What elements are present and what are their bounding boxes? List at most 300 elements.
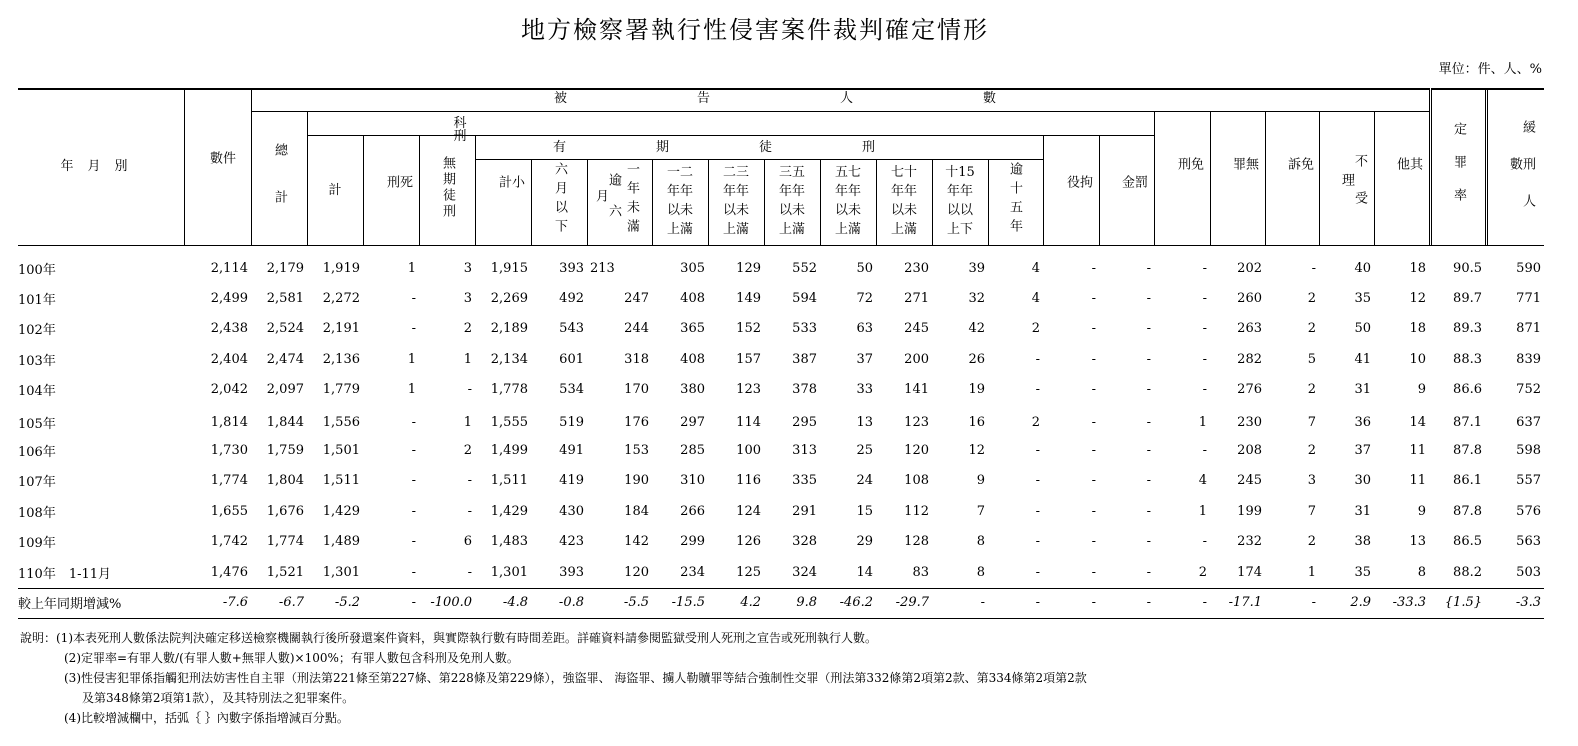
table-cell: -4.8 [502, 594, 528, 610]
table-cell: 1,774 [210, 473, 248, 489]
table-cell: 310 [680, 473, 705, 489]
table-cell: 594 [792, 291, 817, 307]
table-cell: 9 [976, 473, 985, 489]
table-cell: - [411, 443, 416, 459]
table-cell [587, 314, 617, 344]
table-cell: 90.5 [1453, 260, 1482, 276]
table-cell: 576 [1516, 503, 1541, 519]
header-band-10: 逾十五年 [1007, 162, 1022, 238]
table-cell: 129 [736, 260, 761, 276]
table-cell: 12 [968, 443, 985, 459]
table-cell: 72 [856, 291, 873, 307]
table-cell: 114 [736, 414, 761, 430]
table-cell: - [1202, 291, 1207, 307]
table-cell: - [467, 473, 472, 489]
table-cell: 18 [1409, 260, 1426, 276]
header-band-7: 五七 年年 以未 上滿 [834, 165, 861, 237]
table-cell [587, 283, 617, 313]
table-cell: 533 [792, 321, 817, 337]
table-cell: 244 [624, 321, 649, 337]
header-fixed-subtotal: 小計 [496, 174, 524, 234]
table-cell: 1,429 [490, 503, 528, 519]
table-cell: -5.2 [334, 594, 360, 610]
table-row [18, 375, 1544, 405]
table-cell: - [1146, 260, 1151, 276]
table-cell: 35 [1354, 564, 1371, 580]
table-cell: - [1091, 382, 1096, 398]
table-cell [587, 375, 617, 405]
table-cell: 170 [624, 382, 649, 398]
table-cell: - [1146, 443, 1151, 459]
table-cell: 13 [856, 414, 873, 430]
table-cell: - [1035, 564, 1040, 580]
table-cell: 1 [1198, 503, 1207, 519]
table-cell: - [1202, 260, 1207, 276]
table-cell: 245 [904, 321, 929, 337]
table-cell: 1,844 [266, 414, 304, 430]
table-row [18, 557, 1544, 587]
table-cell: - [411, 534, 416, 550]
header-conviction-rate: 定罪率 [1451, 122, 1466, 221]
table-cell: 423 [559, 534, 584, 550]
table-cell: 125 [736, 564, 761, 580]
table-cell: 1 [407, 351, 416, 367]
header-total: 總計 [272, 143, 287, 237]
table-cell: 282 [1237, 351, 1262, 367]
table-cell: 141 [904, 382, 929, 398]
table-cell: - [1091, 443, 1096, 459]
table-cell: - [1091, 321, 1096, 337]
table-cell: 1,521 [266, 564, 304, 580]
table-cell: 378 [792, 382, 817, 398]
table-cell: 534 [559, 382, 584, 398]
row-label: 108年 [18, 505, 56, 521]
table-cell: 1,301 [322, 564, 360, 580]
table-cell: - [1091, 473, 1096, 489]
table-cell: 37 [1354, 443, 1371, 459]
table-cell: - [411, 503, 416, 519]
table-row [18, 466, 1544, 496]
table-cell: - [1202, 351, 1207, 367]
table-cell: 2 [1307, 382, 1316, 398]
header-not-guilty: 無罪 [1230, 156, 1258, 226]
table-row [18, 405, 1544, 435]
table-cell: 503 [1516, 564, 1541, 580]
table-cell: 491 [559, 443, 584, 459]
table-cell: 2,042 [210, 382, 248, 398]
table-cell: 1,915 [490, 260, 528, 276]
table-cell: 1,511 [490, 473, 528, 489]
table-cell: -29.7 [895, 594, 929, 610]
table-cell: 2 [463, 443, 472, 459]
table-cell: 2,524 [266, 321, 304, 337]
table-cell: - [1146, 382, 1151, 398]
table-cell: 100 [736, 443, 761, 459]
table-cell: 871 [1516, 321, 1541, 337]
table-cell: -46.2 [839, 594, 873, 610]
table-cell: 2,134 [490, 351, 528, 367]
table-cell: 7 [1307, 503, 1316, 519]
notes [20, 628, 1087, 728]
table-cell: 7 [1307, 414, 1316, 430]
table-cell: 297 [680, 414, 705, 430]
table-cell: 1,483 [490, 534, 528, 550]
table-cell: 2,272 [322, 291, 360, 307]
header-detention: 拘役 [1064, 174, 1092, 228]
table-cell: - [1035, 594, 1040, 610]
table-cell: 245 [1237, 473, 1262, 489]
row-label: 較上年同期增減% [18, 596, 122, 612]
table-cell: 11 [1409, 473, 1426, 489]
table-cell: 2,269 [490, 291, 528, 307]
table-cell: -0.8 [558, 594, 584, 610]
table-cell: 380 [680, 382, 705, 398]
table-cell: 590 [1516, 260, 1541, 276]
header-band-4: 一二 年年 以未 上滿 [666, 165, 693, 237]
row-label: 102年 [18, 323, 56, 339]
table-cell: 31 [1354, 382, 1371, 398]
header-probation: 緩刑人數 [1507, 119, 1535, 231]
table-cell: 598 [1516, 443, 1541, 459]
table-cell: 1,476 [210, 564, 248, 580]
table-cell: - [1091, 594, 1096, 610]
table-cell [587, 527, 617, 557]
table-cell: 387 [792, 351, 817, 367]
table-cell: - [1146, 351, 1151, 367]
table-row [18, 435, 1544, 465]
table-cell: - [1146, 534, 1151, 550]
header-sentenced: 科刑 [453, 116, 897, 144]
note-3: (3)性侵害犯罪係指觸犯刑法妨害性自主罪（刑法第221條至第227條、第228條及第229條），強盜罪、 海盜罪、擄人勒贖罪等結合強制性交罪（刑法第332條第2項第2款、第334條第2項第2款 [64, 671, 1087, 685]
table-cell: 15 [856, 503, 873, 519]
table-cell: 408 [680, 291, 705, 307]
table-cell: 771 [1516, 291, 1541, 307]
table-cell: 1,814 [210, 414, 248, 430]
table-cell: 123 [736, 382, 761, 398]
table-cell: - [1202, 534, 1207, 550]
header-defendants: 被告人數 [553, 91, 1126, 106]
table-cell: - [1202, 382, 1207, 398]
table-cell: 7 [976, 503, 985, 519]
row-label: 103年 [18, 353, 56, 369]
table-cell: - [1091, 414, 1096, 430]
header-band-1: 六月以下 [552, 162, 567, 238]
table-cell: 112 [904, 503, 929, 519]
header-fixed-term: 有期徒刑 [552, 140, 965, 155]
table-cell: 492 [559, 291, 584, 307]
table-cell [617, 253, 652, 283]
table-cell: 2,474 [266, 351, 304, 367]
header-not-accepted: 不受理 [1339, 154, 1367, 228]
table-cell: - [1091, 534, 1096, 550]
table-cell: 87.8 [1453, 503, 1482, 519]
table-body [18, 253, 1544, 618]
note-1: 說明：(1)本表死刑人數係法院判決確定移送檢察機關執行後所發還案件資料，與實際執行數有時間差距。詳確資料請參閱監獄受刑人死刑之宣告或死刑執行人數。 [20, 631, 878, 645]
data-table [18, 253, 1544, 618]
table-cell: - [1146, 321, 1151, 337]
table-cell: 157 [736, 351, 761, 367]
table-cell: 176 [624, 414, 649, 430]
table-cell: 305 [680, 260, 705, 276]
table-cell: - [1035, 443, 1040, 459]
table-cell: 35 [1354, 291, 1371, 307]
table-cell: -33.3 [1392, 594, 1426, 610]
table-cell: 5 [1307, 351, 1316, 367]
table-cell: 87.1 [1453, 414, 1482, 430]
table-cell: - [411, 321, 416, 337]
table-cell [587, 435, 617, 465]
table-cell: 2,499 [210, 291, 248, 307]
table-cell: 41 [1354, 351, 1371, 367]
table-cell: 1,730 [210, 443, 248, 459]
table-cell: 313 [792, 443, 817, 459]
row-label: 106年 [18, 445, 56, 461]
table-cell: 1,919 [322, 260, 360, 276]
table-cell: 430 [559, 503, 584, 519]
table-cell: - [1146, 291, 1151, 307]
table-cell: 33 [856, 382, 873, 398]
header-dismissed: 免訴 [1285, 156, 1313, 226]
row-label: 109年 [18, 536, 56, 552]
table-cell: 2,136 [322, 351, 360, 367]
table-cell: {1.5} [1444, 594, 1482, 610]
table-cell: 16 [968, 414, 985, 430]
table-cell: 519 [559, 414, 584, 430]
table-cell: 87.8 [1453, 443, 1482, 459]
table-cell: - [1202, 594, 1207, 610]
table-cell: - [411, 414, 416, 430]
row-label: 110年 1-11月 [18, 566, 112, 582]
table-cell: 9 [1417, 503, 1426, 519]
table-cell: 1,804 [266, 473, 304, 489]
page-title: 地方檢察署執行性侵害案件裁判確定情形 [521, 16, 989, 44]
table-cell: 11 [1409, 443, 1426, 459]
table-cell: 1 [1198, 414, 1207, 430]
table-cell: 1,778 [490, 382, 528, 398]
table-cell: 213 [590, 260, 615, 276]
table-cell [587, 557, 617, 587]
table-cell: 260 [1237, 291, 1262, 307]
table-cell: 202 [1237, 260, 1262, 276]
table-cell: 8 [1417, 564, 1426, 580]
table-cell: 36 [1354, 414, 1371, 430]
table-cell: 1 [407, 382, 416, 398]
row-label: 107年 [18, 475, 56, 491]
table-cell: 2,438 [210, 321, 248, 337]
table-cell: 1 [463, 351, 472, 367]
table-cell: 83 [912, 564, 929, 580]
table-cell: 4 [1198, 473, 1207, 489]
table-cell: 324 [792, 564, 817, 580]
table-cell: 263 [1237, 321, 1262, 337]
table-cell [587, 466, 617, 496]
table-cell: 299 [680, 534, 705, 550]
table-cell: 63 [856, 321, 873, 337]
table-cell: 230 [1237, 414, 1262, 430]
table-cell: 10 [1409, 351, 1426, 367]
table-cell: 9.8 [796, 594, 817, 610]
table-cell: - [467, 382, 472, 398]
table-cell: - [1035, 382, 1040, 398]
header-band-3: 一年未滿 [624, 162, 639, 238]
table-cell: 291 [792, 503, 817, 519]
table-cell: 2 [1198, 564, 1207, 580]
table-cell: 120 [624, 564, 649, 580]
table-cell: 199 [1237, 503, 1262, 519]
table-cell: 29 [856, 534, 873, 550]
table-cell: 1,511 [322, 473, 360, 489]
table-cell: 2 [1307, 321, 1316, 337]
table-cell: 38 [1354, 534, 1371, 550]
row-label: 105年 [18, 416, 56, 432]
header-period: 年月別 [60, 159, 142, 174]
table-cell: 153 [624, 443, 649, 459]
table-cell: 88.2 [1453, 564, 1482, 580]
table-cell: 1,301 [490, 564, 528, 580]
table-cell: 543 [559, 321, 584, 337]
table-cell: 232 [1237, 534, 1262, 550]
table-cell: 13 [1409, 534, 1426, 550]
table-cell: 2 [1031, 321, 1040, 337]
table-cell: - [411, 473, 416, 489]
table-row [18, 496, 1544, 526]
row-label: 104年 [18, 384, 56, 400]
table-cell: 335 [792, 473, 817, 489]
table-cell: 271 [904, 291, 929, 307]
table-cell [587, 405, 617, 435]
table-cell: 26 [968, 351, 985, 367]
note-3-cont: 及第348條第2項第1款），及其特別法之犯罪案件。 [82, 691, 355, 705]
table-cell: 124 [736, 503, 761, 519]
table-cell: 266 [680, 503, 705, 519]
table-cell: 557 [1516, 473, 1541, 489]
table-cell: 174 [1237, 564, 1262, 580]
header-cases: 件數 [207, 150, 235, 194]
table-cell: 1 [1307, 564, 1316, 580]
header-exempt: 免刑 [1175, 156, 1203, 226]
table-cell: - [1146, 594, 1151, 610]
table-cell: 752 [1516, 382, 1541, 398]
table-cell: 50 [1354, 321, 1371, 337]
table-cell: - [1146, 564, 1151, 580]
table-cell: 1,742 [210, 534, 248, 550]
table-cell: 12 [1409, 291, 1426, 307]
table-cell: - [1311, 594, 1316, 610]
table-cell: 86.5 [1453, 534, 1482, 550]
table-cell: 1,779 [322, 382, 360, 398]
table-cell: 2 [1307, 534, 1316, 550]
row-label: 101年 [18, 293, 56, 309]
table-cell: 39 [968, 260, 985, 276]
table-header [18, 88, 1544, 246]
table-cell: 408 [680, 351, 705, 367]
table-cell: 552 [792, 260, 817, 276]
table-cell: 142 [624, 534, 649, 550]
table-cell: 3 [1307, 473, 1316, 489]
table-cell: - [411, 291, 416, 307]
table-cell: -5.5 [623, 594, 649, 610]
table-cell: 128 [904, 534, 929, 550]
table-cell: 31 [1354, 503, 1371, 519]
table-rule-top-of-change [18, 588, 1544, 589]
table-cell: - [1202, 443, 1207, 459]
table-cell: 126 [736, 534, 761, 550]
header-band-6: 三五 年年 以未 上滿 [778, 165, 805, 237]
change-row [18, 587, 1544, 617]
table-cell [587, 344, 617, 374]
table-cell: 230 [904, 260, 929, 276]
table-cell: 89.3 [1453, 321, 1482, 337]
table-cell: 200 [904, 351, 929, 367]
table-cell: 86.1 [1453, 473, 1482, 489]
table-cell: 8 [976, 534, 985, 550]
table-row [18, 314, 1544, 344]
table-cell: 184 [624, 503, 649, 519]
table-cell: 14 [856, 564, 873, 580]
table-cell: 4 [1031, 291, 1040, 307]
table-cell: 2,404 [210, 351, 248, 367]
table-cell: 393 [559, 564, 584, 580]
table-cell: - [467, 503, 472, 519]
table-cell: 89.7 [1453, 291, 1482, 307]
table-cell: 2 [1307, 291, 1316, 307]
table-cell: 2,114 [210, 260, 248, 276]
table-cell: 88.3 [1453, 351, 1482, 367]
table-cell: 1,556 [322, 414, 360, 430]
table-cell: 14 [1409, 414, 1426, 430]
table-cell: 30 [1354, 473, 1371, 489]
table-cell: 32 [968, 291, 985, 307]
table-cell: 50 [856, 260, 873, 276]
table-cell: - [1091, 564, 1096, 580]
header-band-8: 七十 年年 以未 上滿 [890, 165, 917, 237]
note-4: (4)比較增減欄中，括弧｛ ｝內數字係指增減百分點。 [64, 711, 349, 725]
table-cell: 190 [624, 473, 649, 489]
table-cell: 247 [624, 291, 649, 307]
table-cell: - [1091, 260, 1096, 276]
table-row [18, 344, 1544, 374]
row-label: 100年 [18, 262, 56, 278]
table-cell: 2,097 [266, 382, 304, 398]
table-cell [587, 496, 617, 526]
table-cell: -7.6 [222, 594, 248, 610]
table-cell: - [1311, 260, 1316, 276]
table-cell: -15.5 [671, 594, 705, 610]
table-cell: 2.9 [1350, 594, 1371, 610]
table-cell: - [1146, 473, 1151, 489]
table-cell: - [1146, 414, 1151, 430]
table-cell: - [411, 594, 416, 610]
table-cell: 637 [1516, 414, 1541, 430]
table-cell: 2,179 [266, 260, 304, 276]
table-cell [587, 587, 617, 617]
table-cell: 1,774 [266, 534, 304, 550]
header-band-5: 二三 年年 以未 上滿 [722, 165, 749, 237]
table-cell: 2 [463, 321, 472, 337]
table-cell: 116 [736, 473, 761, 489]
header-life: 無期徒刑 [440, 156, 455, 220]
table-cell: 1,555 [490, 414, 528, 430]
table-cell: 149 [736, 291, 761, 307]
table-cell: -3.3 [1515, 594, 1541, 610]
table-cell: 318 [624, 351, 649, 367]
table-cell: 120 [904, 443, 929, 459]
table-cell: 839 [1516, 351, 1541, 367]
table-cell: 1,489 [322, 534, 360, 550]
table-cell: 4 [1031, 260, 1040, 276]
header-subtotal-all: 計 [328, 183, 342, 198]
table-cell: - [1091, 503, 1096, 519]
